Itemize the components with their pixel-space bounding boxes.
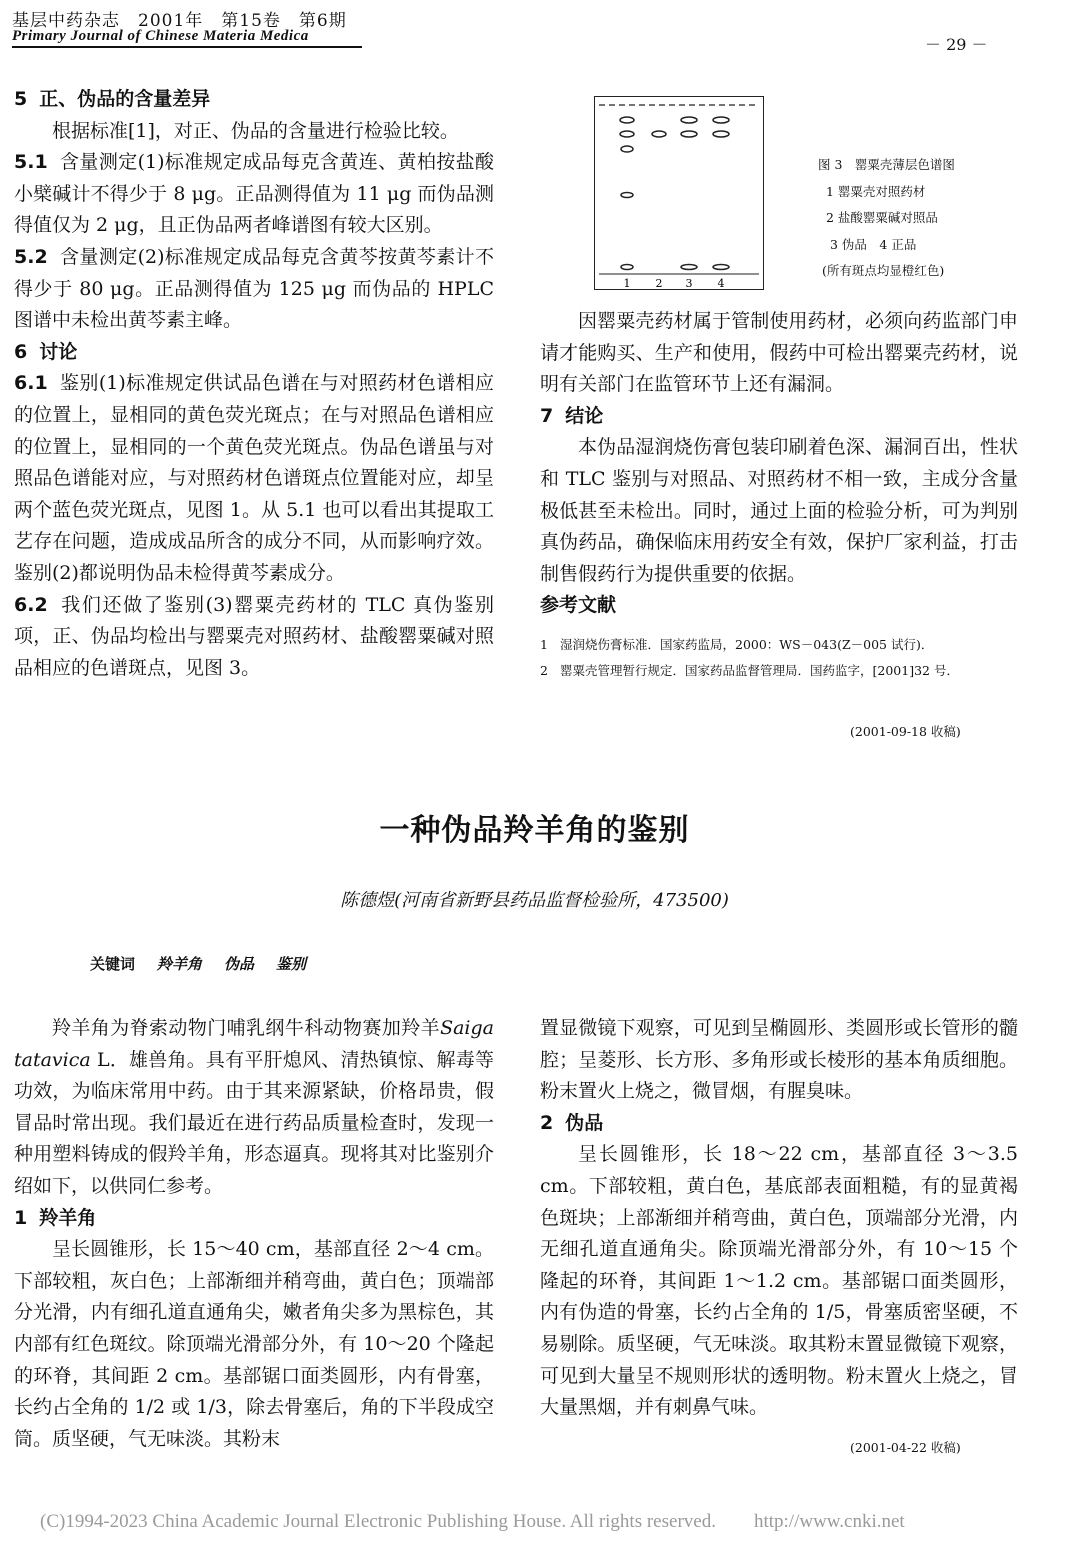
reference-text: 罂粟壳管理暂行规定．国家药品监督管理局．国药监字，[2001]32 号．: [560, 663, 959, 678]
paragraph-text: 鉴别(1)标准规定供试品色谱在与对照药材色谱相应的位置上，显相同的黄色荧光斑点；在与对照品色谱相应的位置上，显相同的一个黄色荧光斑点。伪品色谱虽与对照品色谱能对应，与对照药材色谱斑点位置能对应，却呈两个蓝色荧光斑点，见图 1。从 5.1 也可以看出其提取工艺存在问题，造成成品所含的成分不同，从而影响疗效。鉴别(2)都说明伪品未检得黄芩素成分。: [14, 372, 494, 584]
spot: [713, 131, 729, 137]
reference-item: [540, 634, 1018, 656]
paragraph-text: 我们还做了鉴别(3)罂粟壳药材的 TLC 真伪鉴别项，正、伪品均检出与罂粟壳对照药材、盐酸罂粟碱对照品相应的色谱斑点，见图 3。: [14, 593, 494, 679]
section-6-1: [14, 368, 494, 589]
tlc-plate-figure: [594, 96, 764, 290]
lane-label: 1: [623, 277, 631, 289]
references-list: [540, 634, 1018, 682]
section-title: 讨论: [39, 340, 78, 363]
intro-text: 羚羊角为脊索动物门哺乳纲牛科动物赛加羚羊: [52, 1017, 441, 1039]
right-column-top: [540, 306, 1018, 622]
section-title: 羚羊角: [39, 1206, 97, 1229]
section-num: 1: [14, 1206, 28, 1229]
section-1-heading: [14, 1203, 494, 1235]
section-5-1: [14, 147, 494, 242]
spot: [620, 117, 634, 123]
reference-num: 2: [540, 663, 548, 678]
intro-text: L．雄兽角。具有平肝熄风、清热镇惊、解毒等功效，为临床常用中药。由于其来源紧缺，价格昂贵，假冒品时常出现。我们最近在进行药品质量检查时，发现一种用塑料铸成的假羚羊角，形态逼真。现将其对比鉴别介绍如下，以供同仁参考。: [14, 1048, 494, 1197]
section-num: 7: [540, 404, 554, 427]
references-title: 参考文献: [540, 594, 617, 617]
section-1-text: 呈长圆锥形，长 15～40 cm，基部直径 2～4 cm。下部较粗，灰白色；上部渐细并稍弯曲，黄白色；顶端部分光滑，内有细孔道直通角尖，嫩者角尖多为黑棕色，其内部有红色斑纹。除顶端光滑部分外，有 10～20 个隆起的环脊，其间距 2 cm。基部锯口面类圆形，内有骨塞，长约占全角的 1/2 或 1/3，除去骨塞后，角的下半段成空筒。质坚硬，气无味淡。其粉末: [14, 1238, 494, 1450]
spot: [713, 265, 729, 270]
section-num: 5.1: [14, 151, 48, 174]
section-7-heading: [540, 401, 1018, 433]
section-6-heading: [14, 337, 494, 369]
section-6-2: [14, 590, 494, 685]
section-5-2: [14, 242, 494, 337]
reference-item: [540, 660, 1018, 682]
section-num: 6.2: [14, 593, 48, 616]
reference-num: 1: [540, 637, 548, 652]
header-rule: [12, 46, 362, 48]
spot: [621, 265, 633, 270]
section-num: 5.2: [14, 245, 48, 268]
intro-paragraph: [14, 1013, 494, 1203]
caption-line: 2 盐酸罂粟碱对照品: [826, 210, 938, 225]
article-author: 陈德煜(河南省新野县药品监督检验所，473500): [340, 890, 729, 911]
article-left-column: [14, 1013, 494, 1455]
received-date: (2001-04-22 收稿): [850, 1440, 961, 1455]
latin-name: Saiga tatavica: [14, 1017, 494, 1071]
tlc-plate-drawing: [595, 97, 763, 289]
caption-line: (所有斑点均显橙红色): [822, 263, 945, 278]
paragraph-text: 含量测定(1)标准规定成品每克含黄连、黄柏按盐酸小檗碱计不得少于 8 μg。正品测得值为 11 μg 而伪品测得值仅为 2 μg，且正伪品两者峰谱图有较大区别。: [14, 151, 494, 237]
figure-caption: [818, 152, 955, 285]
section-7-text: 本伪品湿润烧伤膏包装印刷着色深、漏洞百出，性状和 TLC 鉴别与对照品、对照药材不相一致，主成分含量极低甚至未检出。同时，通过上面的检验分析，可为判别真伪药品，确保临床用药安全有效，保护厂家利益，打击制售假药行为提供重要的依据。: [540, 436, 1018, 585]
section-2-heading: [540, 1108, 1018, 1140]
lane-label: 3: [685, 277, 693, 289]
keyword: 羚羊角: [157, 955, 203, 973]
section-title: 伪品: [565, 1111, 604, 1134]
keyword: 鉴别: [276, 955, 307, 973]
spot: [620, 131, 634, 137]
keywords: [90, 953, 328, 974]
section-5-heading: [14, 84, 494, 116]
section-5-intro: 根据标准[1]，对正、伪品的含量进行检验比较。: [52, 119, 459, 142]
spot: [713, 117, 729, 123]
paragraph-text: 含量测定(2)标准规定成品每克含黄芩按黄芩素计不得少于 80 μg。正品测得值为 125 μg 而伪品的 HPLC 图谱中未检出黄芩素主峰。: [14, 245, 494, 332]
section-num: 6.1: [14, 372, 48, 395]
section-num: 5: [14, 88, 28, 110]
page-number: － 29 －: [925, 35, 988, 54]
spot: [621, 146, 633, 152]
spot: [681, 117, 697, 123]
article-right-column: [540, 1013, 1018, 1424]
journal-header-cn: 基层中药杂志 2001年 第15卷 第6期: [12, 11, 347, 31]
paragraph: 因罂粟壳药材属于管制使用药材，必须向药监部门申请才能购买、生产和使用，假药中可检出罂粟壳药材，说明有关部门在监管环节上还有漏洞。: [540, 310, 1018, 396]
spot: [681, 131, 697, 137]
section-title: 结论: [565, 404, 604, 427]
lane-label: 4: [717, 277, 725, 289]
keyword: 伪品: [224, 955, 255, 973]
spot: [681, 265, 697, 270]
section-title: 正、伪品的含量差异: [39, 88, 211, 110]
caption-line: 1 罂粟壳对照药材: [826, 183, 926, 199]
left-column-top: [14, 84, 494, 684]
section-num: 6: [14, 340, 28, 363]
received-date: (2001-09-18 收稿): [850, 724, 961, 739]
lane-label: 2: [655, 277, 663, 289]
article-title: 一种伪品羚羊角的鉴别: [379, 813, 690, 848]
journal-header-en: Primary Journal of Chinese Materia Medica: [12, 28, 309, 44]
spot: [621, 193, 633, 198]
section-num: 2: [540, 1111, 554, 1134]
copyright-footer: (C)1994-2023 China Academic Journal Electronic Publishing House. All rights reserved. http://www.cnki.net: [40, 1511, 905, 1532]
continued-paragraph: 置显微镜下观察，可见到呈椭圆形、类圆形或长管形的髓腔；呈菱形、长方形、多角形或长棱形的基本角质细胞。粉末置火上烧之，微冒烟，有腥臭味。: [540, 1017, 1018, 1103]
caption-title: 图 3 罂粟壳薄层色谱图: [818, 157, 955, 172]
spot: [652, 131, 666, 137]
keywords-label: 关键词: [90, 955, 136, 973]
caption-line: 3 伪品 4 正品: [830, 236, 917, 252]
reference-text: 湿润烧伤膏标准．国家药监局，2000：WS－043(Z－005 试行)．: [560, 637, 934, 652]
section-2-text: 呈长圆锥形，长 18～22 cm，基部直径 3～3.5 cm。下部较粗，黄白色，基底部表面粗糙，有的显黄褐色斑块；上部渐细并稍弯曲，黄白色，顶端部分光滑，内无细孔道直通角尖。除顶端光滑部分外，有 10～15 个隆起的环脊，其间距 1～1.2 cm。基部锯口面类圆形，内有伪造的骨塞，长约占全角的 1/5，骨塞质密坚硬，不易剔除。质坚硬，气无味淡。取其粉末置显微镜下观察，可见到大量呈不规则形状的透明物。粉末置火上烧之，冒大量黑烟，并有刺鼻气味。: [540, 1143, 1018, 1419]
